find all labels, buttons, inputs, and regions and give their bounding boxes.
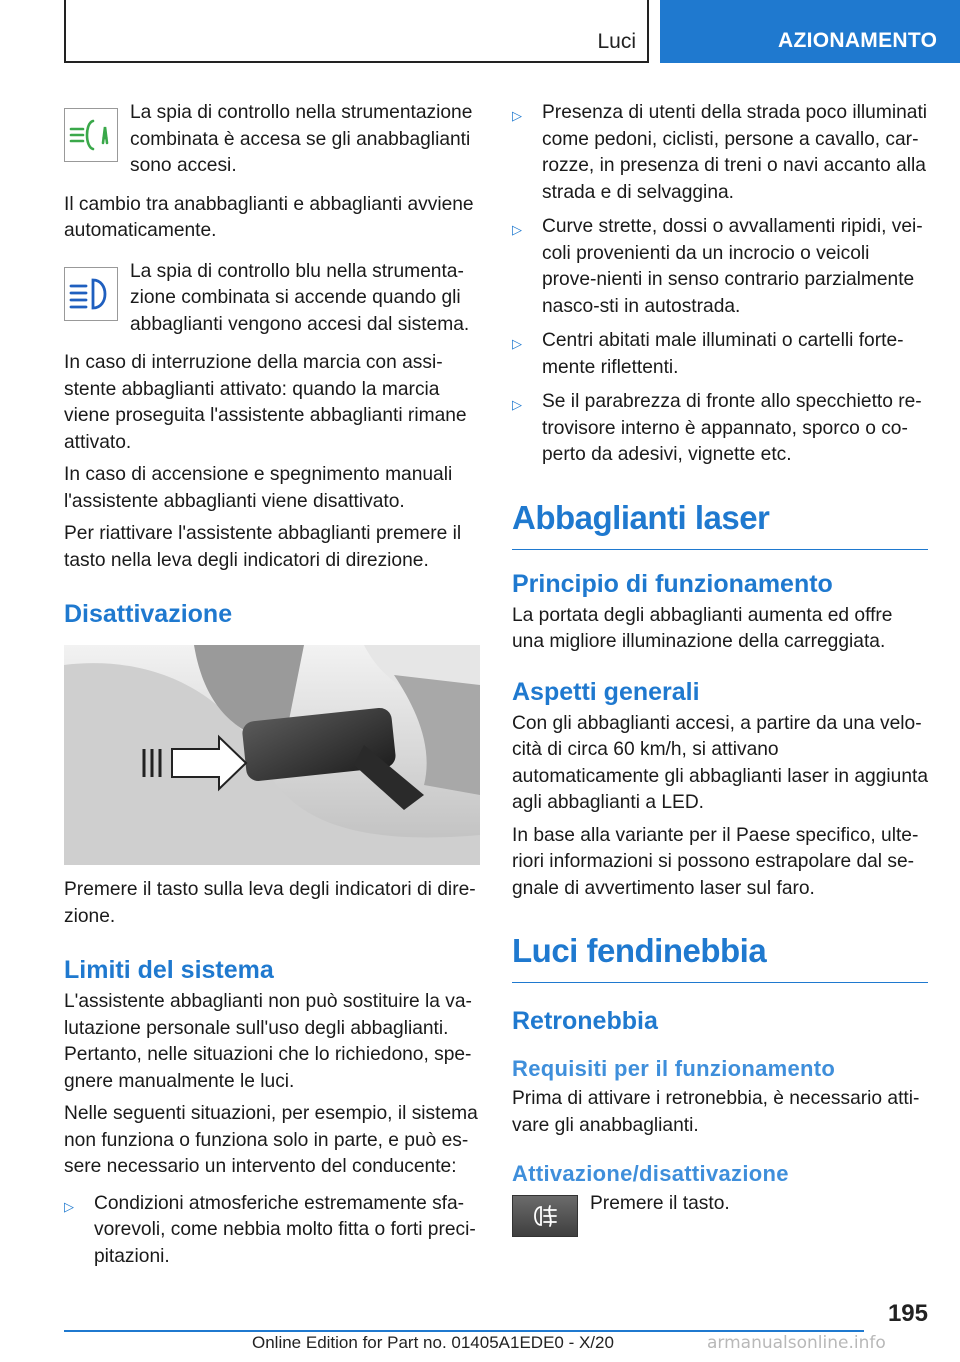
limiti-list-left — [64, 1191, 480, 1271]
switch-paragraph: Il cambio tra anabbaglianti e abbaglianti avviene automaticamente. — [64, 193, 474, 241]
limiti-paragraph-2: Nelle seguenti situazioni, per esempio, il sistema non funziona o funziona solo in parte, e può es-sere necessario un intervento del conducente: — [64, 1103, 478, 1177]
heading-abbaglianti-laser: Abbaglianti laser — [512, 499, 928, 550]
press-lever-paragraph: Premere il tasto sulla leva degli indicatori di dire-zione. — [64, 879, 476, 927]
indicator-blue-block — [64, 259, 480, 339]
aspetti-paragraph-1: Con gli abbaglianti accesi, a partire da una velo-cità di circa 60 km/h, si attivano automaticamente gli abbaglianti laser in aggiunta agli abbaglianti a LED. — [512, 712, 928, 813]
triangle-bullet-icon: ▷ — [512, 222, 522, 237]
list-item: ▷ Se il parabrezza di fronte allo specchietto re-trovisore interno è appannato, sporco o co-perto da adesivi, vignette etc. — [512, 389, 928, 469]
heading-disattivazione: Disattivazione — [64, 600, 233, 628]
indicator-blue-text: La spia di controllo blu nella strumenta-zione combinata si accende quando gli abbaglianti vengono accesi dal sistema. — [130, 260, 470, 335]
press-button-text: Premere il tasto. — [590, 1193, 730, 1214]
manual-paragraph: In caso di accensione e spegnimento manuali l'assistente abbaglianti viene disattivato. — [64, 464, 453, 512]
edition-text: Online Edition for Part no. 01405A1EDE0 - X/20 — [252, 1333, 614, 1352]
footer-divider — [64, 1330, 864, 1332]
triangle-bullet-icon: ▷ — [512, 336, 522, 351]
heading-luci-fendinebbia: Luci fendinebbia — [512, 932, 928, 983]
auto-high-beam-indicator-icon — [64, 108, 118, 162]
left-column — [64, 100, 480, 1278]
reactivate-paragraph: Per riattivare l'assistente abbaglianti premere il tasto nella leva degli indicatori di direzione. — [64, 523, 462, 571]
lever-photo — [64, 645, 480, 865]
heading-attivazione: Attivazione/disattivazione — [512, 1161, 789, 1186]
requisiti-paragraph: Prima di attivare i retronebbia, è necessario atti-vare gli anabbaglianti. — [512, 1088, 920, 1136]
heading-aspetti: Aspetti generali — [512, 677, 700, 706]
heading-requisiti: Requisiti per il funzionamento — [512, 1056, 836, 1081]
right-column — [512, 100, 928, 1237]
rear-fog-light-button-icon — [512, 1195, 578, 1237]
header-frame — [64, 0, 649, 63]
limiti-paragraph-1: L'assistente abbaglianti non può sostituire la va-lutazione personale sull'uso degli abbaglianti. Pertanto, nelle situazioni che lo richiedono, spe-gnere manualmente le luci. — [64, 991, 472, 1092]
fog-button-block — [512, 1191, 928, 1237]
list-item: ▷ Condizioni atmosferiche estremamente sfa-vorevoli, come nebbia molto fitta o forti preci-pitazioni. — [64, 1191, 480, 1271]
page-number: 195 — [887, 1300, 928, 1327]
chapter-tab — [660, 0, 960, 63]
interrupt-paragraph: In caso di interruzione della marcia con assi-stente abbaglianti attivato: quando la marcia viene proseguita l'assistente abbaglianti rimane attivato. — [64, 352, 467, 453]
list-item: ▷ Centri abitati male illuminati o cartelli forte-mente riflettenti. — [512, 328, 928, 381]
heading-retronebbia: Retronebbia — [512, 1007, 658, 1035]
watermark: armanualsonline.info — [707, 1333, 886, 1353]
principio-paragraph: La portata degli abbaglianti aumenta ed offre una migliore illuminazione della carreggiata. — [512, 604, 893, 652]
indicator-green-text: La spia di controllo nella strumentazione combinata è accesa se gli anabbaglianti sono accesi. — [130, 102, 473, 176]
section-title: Luci — [597, 30, 636, 53]
heading-limiti: Limiti del sistema — [64, 956, 274, 984]
indicator-green-block — [64, 100, 480, 180]
triangle-bullet-icon: ▷ — [512, 108, 522, 123]
aspetti-paragraph-2: In base alla variante per il Paese specifico, ulte-riori informazioni si possono estrapolare dal se-gnale di avvertimento laser sul faro. — [512, 824, 919, 899]
heading-principio: Principio di funzionamento — [512, 569, 833, 598]
chapter-title: AZIONAMENTO — [778, 29, 938, 52]
list-item: ▷ Curve strette, dossi o avvallamenti ripidi, vei-coli provenienti da un incrocio o veicoli prove-nienti in senso contrario parzialmente nasco-sti in autostrada. — [512, 214, 928, 320]
triangle-bullet-icon: ▷ — [64, 1198, 74, 1214]
triangle-bullet-icon: ▷ — [512, 397, 522, 412]
high-beam-indicator-icon — [64, 267, 118, 321]
list-item: ▷ Presenza di utenti della strada poco illuminati come pedoni, ciclisti, persone a cavallo, car-rozze, in presenza di treni o navi accanto alla strada e di selvaggina. — [512, 100, 928, 206]
limiti-list-right — [512, 100, 928, 469]
